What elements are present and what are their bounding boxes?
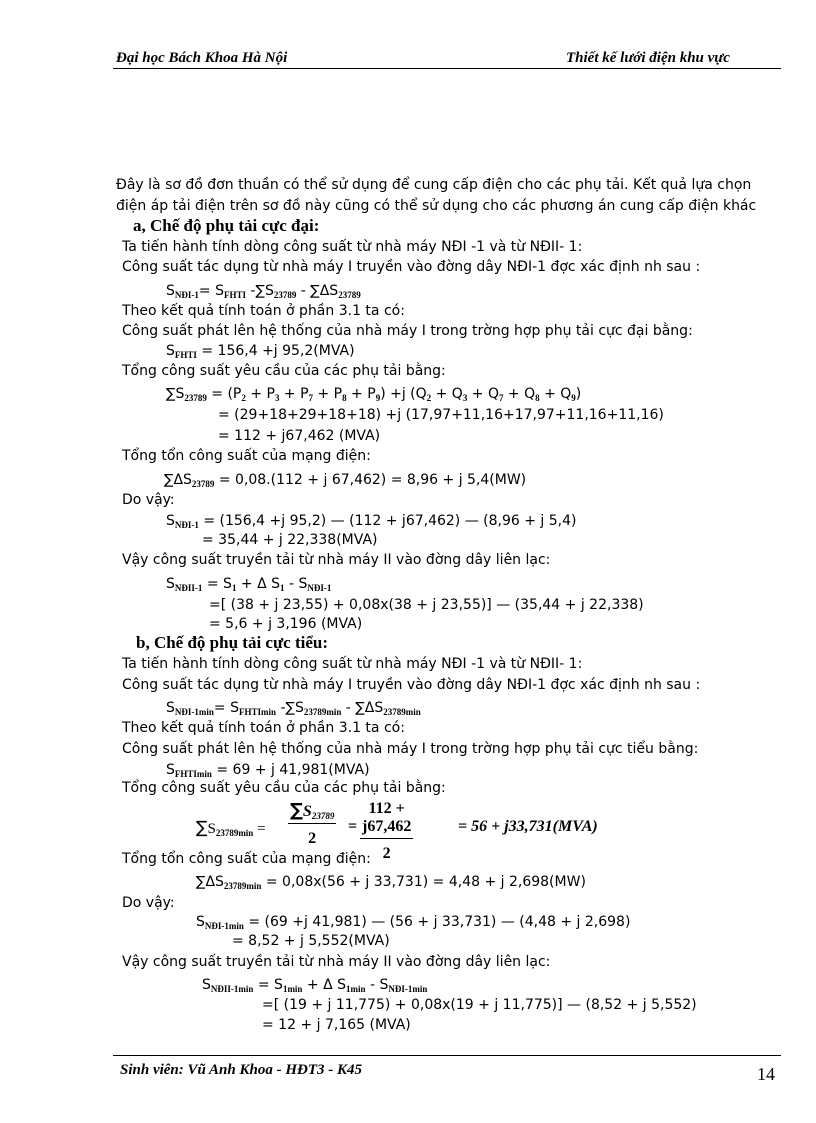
page-number: 14 xyxy=(757,1064,775,1084)
sigma-symbol: ∑ xyxy=(166,386,176,402)
delta-symbol: Δ xyxy=(364,700,375,716)
section-b-line-3: Theo kết quả tính toán ở phần 3.1 ta có: xyxy=(122,720,405,736)
section-b-line-8: Vậy công suất truyền tải từ nhà máy II vào đờng dây liên lạc: xyxy=(122,954,551,970)
intro-line-1: Đây là sơ đồ đơn thuần có thể sử dụng để cung cấp điện cho các phụ tải. Kết quả lựa chọn xyxy=(116,177,752,193)
section-b-line-6: Tổng tổn công suất của mạng điện: xyxy=(122,851,371,867)
section-b-heading: b, Chế độ phụ tải cực tiểu: xyxy=(136,633,329,652)
sigma-symbol: ∑ xyxy=(196,874,206,890)
fraction-sum-over-two: $\frac{\sum S_{23789}}{2}$ xyxy=(290,800,335,847)
header-title: Thiết kế lưới điện khu vực xyxy=(566,50,730,66)
section-b-formula-6: $S_{NĐII-1min} = S_{1min} + \Delta$ $S_{1min} - S_{NĐI-1min}$ xyxy=(202,977,428,994)
footer-author: Sinh viên: Vũ Anh Khoa - HĐT3 - K45 xyxy=(120,1062,362,1078)
section-b-line-2: Công suất tác dụng từ nhà máy I truyền vào đờng dây NĐI-1 đợc xác định nh sau : xyxy=(122,677,701,693)
fraction-value-over-two: $\frac{112 + j67,462}{2}$ xyxy=(362,800,412,862)
section-b-line-7: Do vậy: xyxy=(122,895,175,911)
delta-symbol: Δ xyxy=(257,576,267,592)
footer-rule xyxy=(113,1055,781,1056)
sigma-symbol: ∑ xyxy=(196,818,208,838)
section-a-line-8: Vậy công suất truyền tải từ nhà máy II vào đờng dây liên lạc: xyxy=(122,552,551,568)
sigma-symbol: ∑ xyxy=(310,283,320,299)
sigma-symbol: ∑ xyxy=(355,700,365,716)
section-a-formula-5: $S_{NĐI-1} = (156,4 +j$ 95,2) — (112 + j67,462) — (8,96 + j 5,4) xyxy=(166,513,577,530)
section-b-formula-5: $S_{NĐI-1min} = (69 +j$ 41,981) — (56 + j 33,731) — (4,48 + j 2,698) xyxy=(196,914,631,931)
document-page: Đại học Bách Khoa Hà Nội Thiết kế lưới điện khu vực Đây là sơ đồ đơn thuần có thể sử dụng để cung cấp điện cho các phụ tải. Kết quả lựa chọn điện áp tải điện trên sơ đồ này cũng có thể sử dụng cho các phương án cung cấp điện khác a, Chế độ phụ tải cực đại: Ta tiến hành tính dòng công suất từ nhà máy NĐI -1 và từ NĐII- 1: Công suất tác dụng từ nhà máy I truyền vào đờng dây NĐI-1 đợc xác định nh sau : $S_{NĐI-1}= S_{FHTI}$ $-\sum S_{23789} - \sum\Delta S_{23789}$ Theo kết quả tính toán ở phần 3.1 ta có: Công suất phát lên hệ thống của nhà máy I trong trờng hợp phụ tải cực đại bằng: $S_{FHTI} = 156,4 +j$ 95,2(MVA) Tổng công suất yêu cầu của các phụ tải bằng: $\sum S_{23789} = (P_2 + P_3 + P_7 + P_8 + P_9) +j$ $(Q_2 + Q_3 + Q_7 + Q_8 + Q_9)$ = (29+18+29+18+18) +j (17,97+11,16+17,97+11,16+11,16) = 112 + j67,462 (MVA) Tổng tổn công suất của mạng điện: $\sum\Delta S_{23789} = 0,08.(112 + j$ 67,462) = 8,96 + j 5,4(MW) Do vậy: $S_{NĐI-1} = (156,4 +j$ 95,2) — (112 + j67,462) — (8,96 + j 5,4) = 35,44 + j 22,338(MVA) Vậy công suất truyền tải từ nhà máy II vào đờng dây liên lạc: $S_{NĐII-1} = S_1 + \Delta$ $S_1 - S_{NĐI-1}$ =[ (38 + j 23,55) + 0,08x(38 + j 23,55)] — (35,44 + j 22,338) = 5,6 + j 3,196 (MVA) b, Chế độ phụ tải cực tiểu: Ta tiến hành tính dòng công suất từ nhà máy NĐI -1 và từ NĐII- 1: Công suất tác dụng từ nhà máy I truyền vào đờng dây NĐI-1 đợc xác định nh sau : $S_{NĐI-1min}= S_{FHTImin}$ $-\sum S_{23789min} - \sum\Delta S_{23789min}$ Theo kết quả tính toán ở phần 3.1 ta có: Công suất phát lên hệ thống của nhà máy I trong trờng hợp phụ tải cực tiểu bằng: $S_{FHTImin} = 69 + j$ 41,981(MVA) Tổng công suất yêu cầu của các phụ tải bằng: $\sum S_{23789min}$ = $\frac{\sum S_{23789}}{2}$ = $\frac{112 + j67,462}{2}$ = 56 + j33,731(MVA) Tổng tổn công suất của mạng điện: $\sum\Delta S_{23789min} = 0,08x(56 + j$ 33,731) = 4,48 + j 2,698(MW) Do vậy: $S_{NĐI-1min} = (69 +j$ 41,981) — (56 + j 33,731) — (4,48 + j 2,698) = 8,52 + j 5,552(MVA) Vậy công suất truyền tải từ nhà máy II vào đờng dây liên lạc: $S_{NĐII-1min} = S_{1min} + \Delta$ $S_{1min} - S_{NĐI-1min}$ =[ (19 + j 11,775) + 0,08x(19 + j 11,775)] — (8,52 + j 5,552) = 12 + j 7,165 (MVA) Sinh viên: Vũ Anh Khoa - HĐT3 - K45 14 xyxy=(0,0,816,1123)
section-b-line-1: Ta tiến hành tính dòng công suất từ nhà máy NĐI -1 và từ NĐII- 1: xyxy=(122,656,583,672)
header-institution: Đại học Bách Khoa Hà Nội xyxy=(116,50,288,66)
section-b-formula-4: $\sum\Delta S_{23789min} = 0,08x(56 + j$ 33,731) = 4,48 + j 2,698(MW) xyxy=(196,874,586,891)
section-a-line-6: Tổng tổn công suất của mạng điện: xyxy=(122,448,371,464)
delta-symbol: Δ xyxy=(319,283,330,299)
section-b-formula-6-line-3: = 12 + j 7,165 (MVA) xyxy=(262,1017,411,1033)
intro-line-2: điện áp tải điện trên sơ đồ này cũng có thể sử dụng cho các phương án cung cấp điện khác xyxy=(116,198,757,214)
section-a-formula-6-line-3: = 5,6 + j 3,196 (MVA) xyxy=(209,616,363,632)
section-a-line-7: Do vậy: xyxy=(122,492,175,508)
section-a-formula-1: $S_{NĐI-1}= S_{FHTI}$ $-\sum S_{23789} - \sum\Delta S_{23789}$ xyxy=(166,283,361,300)
sigma-symbol: ∑ xyxy=(255,283,265,299)
section-a-line-4: Công suất phát lên hệ thống của nhà máy I trong trờng hợp phụ tải cực đại bằng: xyxy=(122,323,693,339)
section-b-formula-5-line-2: = 8,52 + j 5,552(MVA) xyxy=(232,933,390,949)
section-a-line-2: Công suất tác dụng từ nhà máy I truyền vào đờng dây NĐI-1 đợc xác định nh sau : xyxy=(122,259,701,275)
section-b-formula-1: $S_{NĐI-1min}= S_{FHTImin}$ $-\sum S_{23789min} - \sum\Delta S_{23789min}$ xyxy=(166,700,421,717)
section-a-formula-3: $\sum S_{23789} = (P_2 + P_3 + P_7 + P_8 + P_9) +j$ $(Q_2 + Q_3 + Q_7 + Q_8 + Q_9)$ xyxy=(166,386,582,403)
section-a-line-1: Ta tiến hành tính dòng công suất từ nhà máy NĐI -1 và từ NĐII- 1: xyxy=(122,239,583,255)
section-a-formula-3-line-3: = 112 + j67,462 (MVA) xyxy=(218,428,381,444)
delta-symbol: Δ xyxy=(173,472,184,488)
sigma-symbol: ∑ xyxy=(285,700,295,716)
formula-result: = 56 + j33,731(MVA) xyxy=(458,818,598,835)
section-a-formula-6: $S_{NĐII-1} = S_1 + \Delta$ $S_1 - S_{NĐI-1}$ xyxy=(166,576,332,593)
section-a-formula-6-line-2: =[ (38 + j 23,55) + 0,08x(38 + j 23,55)] — (35,44 + j 22,338) xyxy=(209,597,644,613)
sigma-symbol: ∑ xyxy=(164,472,174,488)
section-a-formula-5-line-2: = 35,44 + j 22,338(MVA) xyxy=(202,532,378,548)
section-b-line-5: Tổng công suất yêu cầu của các phụ tải bằng: xyxy=(122,780,446,796)
section-a-line-3: Theo kết quả tính toán ở phần 3.1 ta có: xyxy=(122,303,405,319)
section-b-line-4: Công suất phát lên hệ thống của nhà máy I trong trờng hợp phụ tải cực tiểu bằng: xyxy=(122,741,699,757)
section-a-line-5: Tổng công suất yêu cầu của các phụ tải bằng: xyxy=(122,363,446,379)
section-a-formula-4: $\sum\Delta S_{23789} = 0,08.(112 + j$ 67,462) = 8,96 + j 5,4(MW) xyxy=(164,472,527,489)
section-a-formula-3-line-2: = (29+18+29+18+18) +j (17,97+11,16+17,97+11,16+11,16) xyxy=(218,407,664,423)
section-a-formula-2: $S_{FHTI} = 156,4 +j$ 95,2(MVA) xyxy=(166,343,355,360)
delta-symbol: Δ xyxy=(205,874,216,890)
section-b-formula-6-line-2: =[ (19 + j 11,775) + 0,08x(19 + j 11,775)] — (8,52 + j 5,552) xyxy=(262,997,697,1013)
delta-symbol: Δ xyxy=(323,977,333,993)
section-a-heading: a, Chế độ phụ tải cực đại: xyxy=(133,216,320,235)
sigma-symbol: ∑ xyxy=(290,800,303,821)
header-rule xyxy=(113,68,781,69)
section-b-formula-2: $S_{FHTImin} = 69 + j$ 41,981(MVA) xyxy=(166,762,370,779)
